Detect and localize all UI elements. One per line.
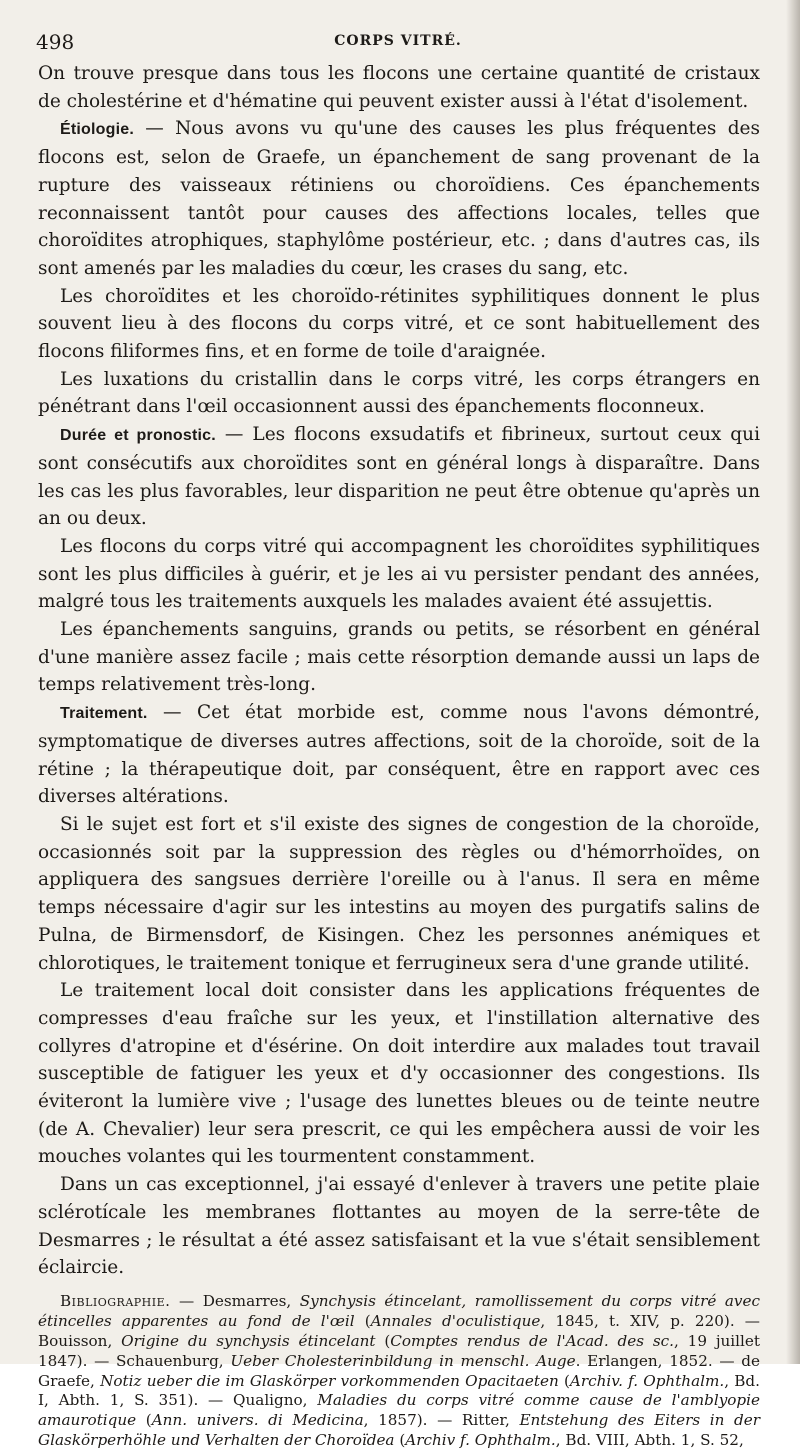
paragraph-text: Les choroïdites et les choroïdo-rétinites syphilitiques donnent le plus souvent lieu à des flocons du corps vitré, et ce sont habituellement des flocons filiformes fins, et en forme de toile d'araignée.: [38, 285, 760, 363]
paragraph-text: Le traitement local doit consister dans les applications fréquentes de compresses d'eau fraîche sur les yeux, et l'instillation alternative des collyres d'atropine et d'ésérine. On doit interdire aux malades tout travail susceptible de fatiguer les yeux et d'y occasionner des congestions. Ils éviteront la lumière vive ; l'usage des lunettes bleues ou de teinte neutre (de A. Chevalier) leur sera prescrit, ce qui les empêchera aussi de voir les mouches volantes qui les tourmentent constamment.: [38, 980, 760, 1168]
paragraph-text: Les luxations du cristallin dans le corps vitré, les corps étrangers en pénétrant dans l'œil occasionnent aussi des épanchements floconneux.: [38, 368, 760, 418]
running-head: CORPS VITRÉ.: [334, 33, 462, 49]
bibliography-text: (: [558, 1371, 570, 1390]
paragraph-text: On trouve presque dans tous les flocons une certaine quantité de cristaux de cholestérine et d'hématine qui peuvent exister aussi à l'état d'isolement.: [38, 63, 760, 112]
paragraph: [38, 533, 760, 616]
paragraph: [38, 811, 760, 977]
bibliography-title: Ueber Cholesterinbildung in menschl. Auge: [230, 1351, 576, 1370]
paragraph: [38, 616, 760, 699]
bibliography-text: , Bd. I, Abth. 1, S. 351). — Qualigno,: [38, 1371, 760, 1410]
section-heading-etiologie: Étiologie.: [60, 121, 134, 139]
paragraph-etiologie: [38, 115, 760, 282]
bibliography-title: Archiv. f. Ophthalm.: [569, 1371, 725, 1390]
paragraph: [38, 977, 760, 1171]
bibliography-title: Ann. univers. di Medicina: [151, 1411, 364, 1430]
bibliography-text: — Desmarres,: [170, 1291, 300, 1310]
paragraph-text: — Cet état morbide est, comme nous l'avons démontré, symptomatique de diverses autres affections, soit de la choroïde, soit de la rétine ; la thérapeutique doit, par conséquent, être en rapport avec ces diverses altérations.: [38, 702, 760, 808]
body-text: [38, 60, 760, 1451]
bibliography-title: Maladies du corps vitré comme cause de l'amblyopie amaurotique: [38, 1391, 760, 1430]
bibliography-title: Comptes rendus de l'Acad. des sc.: [390, 1331, 674, 1350]
bibliography-text: . Erlangen, 1852. — de Graefe,: [38, 1351, 761, 1390]
bibliography-text: , 1857). — Ritter,: [363, 1411, 520, 1430]
bibliography-text: (: [354, 1311, 371, 1330]
paragraph-text: — Les flocons exsudatifs et fibrineux, surtout ceux qui sont consécutifs aux choroïdites sont en général longs à disparaître. Dans les cas les plus favorables, leur disparition ne peut être obtenue qu'après un an ou deux.: [38, 424, 760, 530]
bibliography-title: Synchysis étincelant, ramollissement du corps vitré avec étincelles apparentes au fond de l'œil: [38, 1291, 760, 1330]
bibliography-entries: [38, 1292, 760, 1449]
paragraph-text: Les épanchements sanguins, grands ou petits, se résorbent en général d'une manière assez facile ; mais cette résorption demande aussi un laps de temps relativement très-long.: [38, 619, 760, 696]
bibliography-text: , Bd. VIII, Abth. 1, S. 52,: [555, 1431, 744, 1450]
page-header: [36, 30, 760, 60]
bibliography-title: Archiv f. Ophthalm.: [405, 1431, 556, 1450]
paragraph-text: — Nous avons vu qu'une des causes les plus fréquentes des flocons est, selon de Graefe, un épanchement de sang provenant de la rupture des vaisseaux rétiniens ou choroïdiens. Ces épanchements reconnaissent tantôt pour causes des affections locales, telles que choroïdites atrophiques, staphylôme postérieur, etc. ; dans d'autres cas, ils sont amenés par les maladies du cœur, les crases du sang, etc.: [38, 118, 760, 279]
bibliography-text: (: [136, 1411, 152, 1430]
bibliography-title: Notiz ueber die im Glaskörper vorkommenden Opacitaeten: [100, 1371, 559, 1390]
bibliography-text: (: [375, 1331, 391, 1350]
paragraph: [38, 283, 760, 366]
bibliography-text: (: [394, 1431, 406, 1450]
paragraph-text: Dans un cas exceptionnel, j'ai essayé d'enlever à travers une petite plaie sclérotícale les membranes flottantes au moyen de la serre-tête de Desmarres ; le résultat a été assez satisfaisant et la vue s'était sensiblement éclaircie.: [38, 1174, 760, 1279]
bibliography-title: Entstehung des Eiters in der Glaskörperhöhle und Verhalten der Choroïdea: [38, 1411, 761, 1450]
paragraph: [38, 60, 760, 115]
paragraph-text: Si le sujet est fort et s'il existe des signes de congestion de la choroïde, occasionnés soit par la suppression des règles ou d'hémorrhoïdes, on appliquera des sangsues derrière l'oreille ou à l'anus. Il sera en même temps nécessaire d'agir sur les intestins au moyen des purgatifs salins de Pulna, de Birmensdorf, de Kisingen. Chez les personnes anémiques et chlorotiques, le traitement tonique et ferrugineux sera d'une grande utilité.: [38, 813, 760, 974]
section-heading-traitement: Traitement.: [60, 705, 148, 723]
paragraph: [38, 1171, 760, 1282]
paragraph-text: Les flocons du corps vitré qui accompagnent les choroïdites syphilitiques sont les plus difficiles à guérir, et je les ai vu persister pendant des années, malgré tous les traitements auxquels les malades avaient été assujettis.: [38, 535, 760, 613]
paragraph: [38, 366, 760, 421]
section-heading-duree-pronostic: Durée et pronostic.: [60, 427, 216, 445]
bibliography-heading: Bibliographie.: [60, 1291, 171, 1310]
bibliography-title: Annales d'oculistique: [370, 1311, 541, 1330]
bibliography-text: , 19 juillet 1847). — Schauenburg,: [38, 1331, 760, 1370]
paragraph-traitement: [38, 699, 760, 811]
bibliography: [38, 1292, 760, 1451]
bibliography-text: , 1845, t. XIV, p. 220). — Bouisson,: [38, 1311, 760, 1350]
paragraph-duree-pronostic: [38, 421, 760, 533]
bibliography-title: Origine du synchysis étincelant: [121, 1331, 376, 1350]
page-number: 498: [36, 30, 75, 54]
